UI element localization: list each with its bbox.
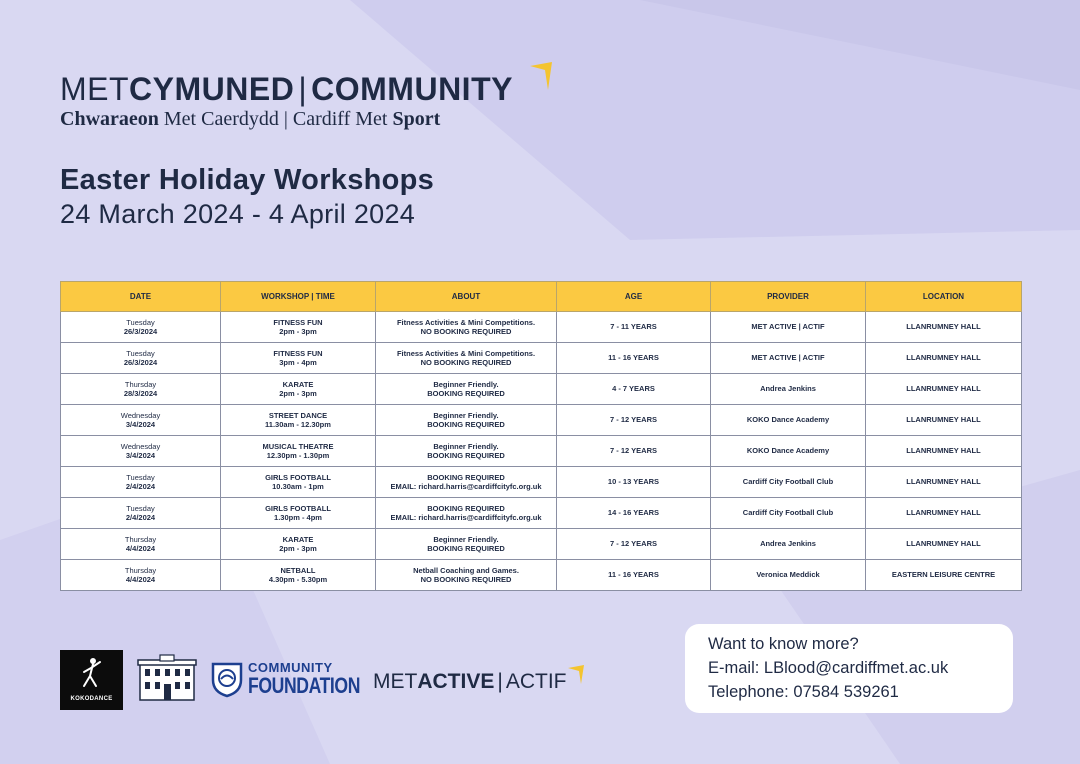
date-cell (61, 560, 221, 591)
cardiff-city-badge-icon (210, 660, 244, 698)
date-cell (61, 436, 221, 467)
about-line1: Fitness Activities & Mini Competitions. (396, 317, 536, 327)
table-row (61, 312, 1022, 343)
age-cell: 14 - 16 YEARS (557, 498, 711, 529)
age-cell: 7 - 12 YEARS (557, 529, 711, 560)
workshop-cell (221, 343, 376, 374)
met-active-separator: | (497, 670, 503, 693)
about-cell (376, 405, 557, 436)
day: Tuesday (126, 503, 155, 513)
community-foundation-line1: COMMUNITY (248, 660, 333, 675)
workshop: KARATE (282, 379, 314, 389)
provider-cell: MET ACTIVE | ACTIF (711, 312, 866, 343)
day: Thursday (124, 534, 157, 544)
header-about: ABOUT (376, 282, 557, 312)
about-line2: BOOKING REQUIRED (427, 420, 505, 429)
contact-box (685, 624, 1013, 713)
date-cell (61, 312, 221, 343)
about-line1: Beginner Friendly. (433, 379, 499, 389)
table-row (61, 467, 1022, 498)
date: 26/3/2024 (123, 327, 158, 336)
header-date: DATE (61, 282, 221, 312)
time: 2pm - 3pm (279, 327, 317, 336)
about-cell (376, 312, 557, 343)
page-subtitle: 24 March 2024 - 4 April 2024 (60, 199, 416, 229)
brand-subtitle (60, 108, 513, 131)
provider-cell: KOKO Dance Academy (711, 436, 866, 467)
day: Thursday (124, 565, 157, 575)
about-line1: BOOKING REQUIRED (427, 472, 505, 482)
workshop: GIRLS FOOTBALL (265, 472, 331, 482)
brand-welsh-a: Chwaraeon (60, 108, 159, 130)
provider-cell: KOKO Dance Academy (711, 405, 866, 436)
location-cell: LLANRUMNEY HALL (866, 312, 1022, 343)
about-line1: BOOKING REQUIRED (427, 503, 505, 513)
brand-title (60, 72, 513, 106)
day: Tuesday (126, 472, 155, 482)
location-cell: LLANRUMNEY HALL (866, 498, 1022, 529)
workshop: GIRLS FOOTBALL (265, 503, 331, 513)
table-row (61, 374, 1022, 405)
date-cell (61, 374, 221, 405)
provider-cell: Andrea Jenkins (711, 374, 866, 405)
time: 11.30am - 12.30pm (265, 420, 331, 429)
met-active-met: MET (373, 670, 418, 693)
date-cell (61, 405, 221, 436)
contact-telephone[interactable]: Telephone: 07584 539261 (708, 683, 899, 701)
date: 26/3/2024 (123, 358, 158, 367)
table-row (61, 498, 1022, 529)
table-row (61, 405, 1022, 436)
about-line2: BOOKING REQUIRED (427, 451, 505, 460)
provider-cell: Cardiff City Football Club (711, 467, 866, 498)
date: 3/4/2024 (125, 451, 156, 460)
brand-welsh-c: Sport (392, 108, 441, 130)
about-line1: Netball Coaching and Games. (413, 565, 519, 575)
brand-community: COMMUNITY (311, 71, 513, 107)
location-cell: EASTERN LEISURE CENTRE (866, 560, 1022, 591)
date: 4/4/2024 (125, 544, 156, 553)
time: 12.30pm - 1.30pm (266, 451, 330, 460)
workshop-cell (221, 498, 376, 529)
table-header-row (61, 282, 1022, 312)
time: 2pm - 3pm (279, 544, 317, 553)
workshop: KARATE (282, 534, 314, 544)
table-row (61, 529, 1022, 560)
contact-email[interactable]: E-mail: LBlood@cardiffmet.ac.uk (708, 659, 949, 677)
dancer-icon (60, 652, 123, 696)
workshop-cell (221, 529, 376, 560)
time: 3pm - 4pm (279, 358, 317, 367)
location-cell: LLANRUMNEY HALL (866, 529, 1022, 560)
workshop-cell (221, 312, 376, 343)
about-line1: Beginner Friendly. (433, 534, 499, 544)
met-active-actif: ACTIF (505, 670, 567, 693)
day: Wednesday (120, 441, 161, 451)
about-cell (376, 436, 557, 467)
about-line2: BOOKING REQUIRED (427, 544, 505, 553)
provider-cell: Cardiff City Football Club (711, 498, 866, 529)
provider-cell: Veronica Meddick (711, 560, 866, 591)
about-cell (376, 374, 557, 405)
met-active-flag-icon (567, 664, 585, 686)
about-cell (376, 467, 557, 498)
location-cell: LLANRUMNEY HALL (866, 343, 1022, 374)
about-line2: BOOKING REQUIRED (427, 389, 505, 398)
workshop-cell (221, 560, 376, 591)
header-age: AGE (557, 282, 711, 312)
header-provider: PROVIDER (711, 282, 866, 312)
workshop: FITNESS FUN (273, 317, 323, 327)
location-cell: LLANRUMNEY HALL (866, 467, 1022, 498)
llanrumney-hall-icon (136, 654, 198, 702)
brand-met: MET (60, 71, 130, 107)
about-cell (376, 498, 557, 529)
workshop: FITNESS FUN (273, 348, 323, 358)
workshop: NETBALL (280, 565, 316, 575)
table-row (61, 560, 1022, 591)
age-cell: 7 - 12 YEARS (557, 405, 711, 436)
workshop-cell (221, 436, 376, 467)
time: 1.30pm - 4pm (274, 513, 322, 522)
time: 4.30pm - 5.30pm (268, 575, 328, 584)
table-row (61, 436, 1022, 467)
age-cell: 10 - 13 YEARS (557, 467, 711, 498)
about-cell (376, 560, 557, 591)
table-row (61, 343, 1022, 374)
community-foundation-logo (248, 659, 388, 698)
kokodance-label: KOKODANCE (70, 696, 113, 702)
brand-welsh-b: Met Caerdydd | Cardiff Met (158, 108, 393, 130)
age-cell: 11 - 16 YEARS (557, 343, 711, 374)
about-line1: Fitness Activities & Mini Competitions. (396, 348, 536, 358)
date-cell (61, 467, 221, 498)
date: 4/4/2024 (125, 575, 156, 584)
workshop: MUSICAL THEATRE (262, 441, 334, 451)
date-cell (61, 498, 221, 529)
brand-cymuned: CYMUNED (129, 71, 295, 107)
workshop-cell (221, 405, 376, 436)
met-active-logo (373, 670, 566, 694)
about-cell (376, 529, 557, 560)
date: 28/3/2024 (123, 389, 158, 398)
workshop: STREET DANCE (268, 410, 328, 420)
date: 2/4/2024 (125, 513, 156, 522)
community-foundation-line2: FOUNDATION (248, 673, 361, 698)
location-cell: LLANRUMNEY HALL (866, 436, 1022, 467)
about-line2: NO BOOKING REQUIRED (420, 327, 512, 336)
provider-cell: MET ACTIVE | ACTIF (711, 343, 866, 374)
about-line1: Beginner Friendly. (433, 441, 499, 451)
day: Wednesday (120, 410, 161, 420)
date-cell (61, 343, 221, 374)
day: Thursday (124, 379, 157, 389)
age-cell: 7 - 11 YEARS (557, 312, 711, 343)
brand-flag-icon (528, 60, 554, 94)
date: 2/4/2024 (125, 482, 156, 491)
date: 3/4/2024 (125, 420, 156, 429)
header-workshop: WORKSHOP | TIME (221, 282, 376, 312)
location-cell: LLANRUMNEY HALL (866, 374, 1022, 405)
time: 2pm - 3pm (279, 389, 317, 398)
date-cell (61, 529, 221, 560)
about-line1: Beginner Friendly. (433, 410, 499, 420)
brand-logo (60, 72, 513, 131)
about-line2: NO BOOKING REQUIRED (420, 575, 512, 584)
day: Tuesday (126, 317, 155, 327)
age-cell: 7 - 12 YEARS (557, 436, 711, 467)
about-cell (376, 343, 557, 374)
met-active-active: ACTIVE (417, 670, 495, 693)
brand-separator: | (298, 71, 308, 107)
age-cell: 11 - 16 YEARS (557, 560, 711, 591)
page-title: Easter Holiday Workshops (60, 164, 435, 196)
about-line2: EMAIL: richard.harris@cardiffcityfc.org.uk (390, 513, 542, 522)
workshop-cell (221, 374, 376, 405)
provider-cell: Andrea Jenkins (711, 529, 866, 560)
kokodance-logo (60, 650, 123, 710)
location-cell: LLANRUMNEY HALL (866, 405, 1022, 436)
workshop-cell (221, 467, 376, 498)
about-line2: NO BOOKING REQUIRED (420, 358, 512, 367)
header-location: LOCATION (866, 282, 1022, 312)
contact-question: Want to know more? (708, 635, 859, 653)
day: Tuesday (126, 348, 155, 358)
schedule-table (60, 281, 1022, 591)
about-line2: EMAIL: richard.harris@cardiffcityfc.org.uk (390, 482, 542, 491)
age-cell: 4 - 7 YEARS (557, 374, 711, 405)
time: 10.30am - 1pm (272, 482, 324, 491)
